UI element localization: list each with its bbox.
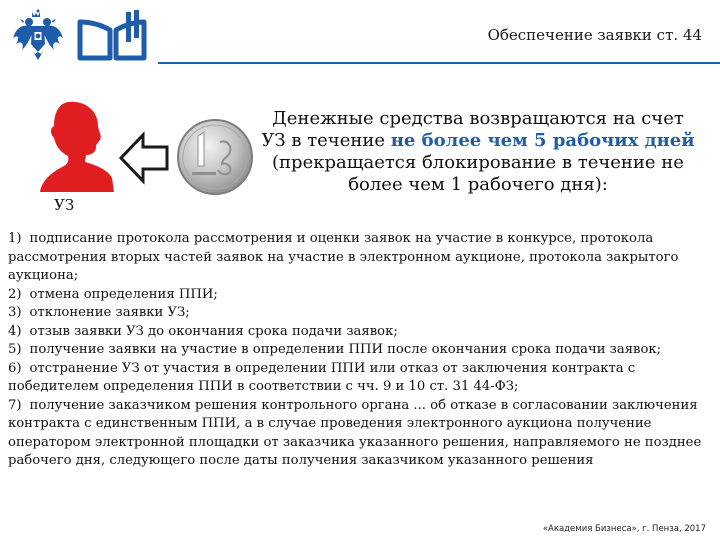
person-silhouette-icon: [38, 100, 114, 192]
ruble-coin-icon: [176, 118, 254, 196]
conditions-list: [8, 230, 708, 471]
list-item: 1) подписание протокола рассмотрения и оценки заявок на участие в конкурсе, протокола рассмотрения вторых частей заявок на участие в электронном аукционе, протокола закрытого аукциона;: [8, 231, 679, 283]
page-title: Обеспечение заявки ст. 44: [487, 26, 702, 44]
coat-of-arms-icon: [10, 8, 66, 64]
refund-callout: [258, 108, 698, 196]
header: [0, 0, 720, 70]
list-item: 3) отклонение заявки УЗ;: [8, 305, 190, 320]
list-item: 7) получение заказчиком решения контрольного органа ... об отказе в согласовании заключения контракта с единственным ППИ, а в случае проведения электронного аукциона получение оператором электронной площадки от заказчика указанного решения, направляемого не позднее рабочего дня, следующего после даты получения заказчиком указанного решения: [8, 397, 702, 468]
list-item: 2) отмена определения ППИ;: [8, 286, 218, 302]
list-item: 5) получение заявки на участие в определении ППИ после окончания срока подачи заявок;: [8, 342, 662, 357]
list-item: 6) отстранение УЗ от участия в определении ППИ или отказ от заключения контракта с победителем определения ППИ в соответствии с чч. 9 и 10 ст. 31 44-ФЗ;: [8, 360, 636, 394]
book-icon: [76, 8, 148, 64]
footer-credit: «Академия Бизнеса», г. Пенза, 2017: [542, 524, 706, 534]
arrow-left-icon: [118, 130, 170, 186]
list-item: 4) отзыв заявки УЗ до окончания срока подачи заявок;: [8, 323, 398, 339]
header-divider: [158, 62, 720, 64]
callout-highlight: не более чем 5 рабочих дней: [390, 130, 695, 151]
participant-label: УЗ: [54, 196, 75, 214]
callout-text-end: (прекращается блокирование в течение не более чем 1 рабочего дня):: [272, 152, 684, 195]
callout-text-start: Денежные средства возвращаются на счет УЗ в течение: [261, 108, 684, 151]
